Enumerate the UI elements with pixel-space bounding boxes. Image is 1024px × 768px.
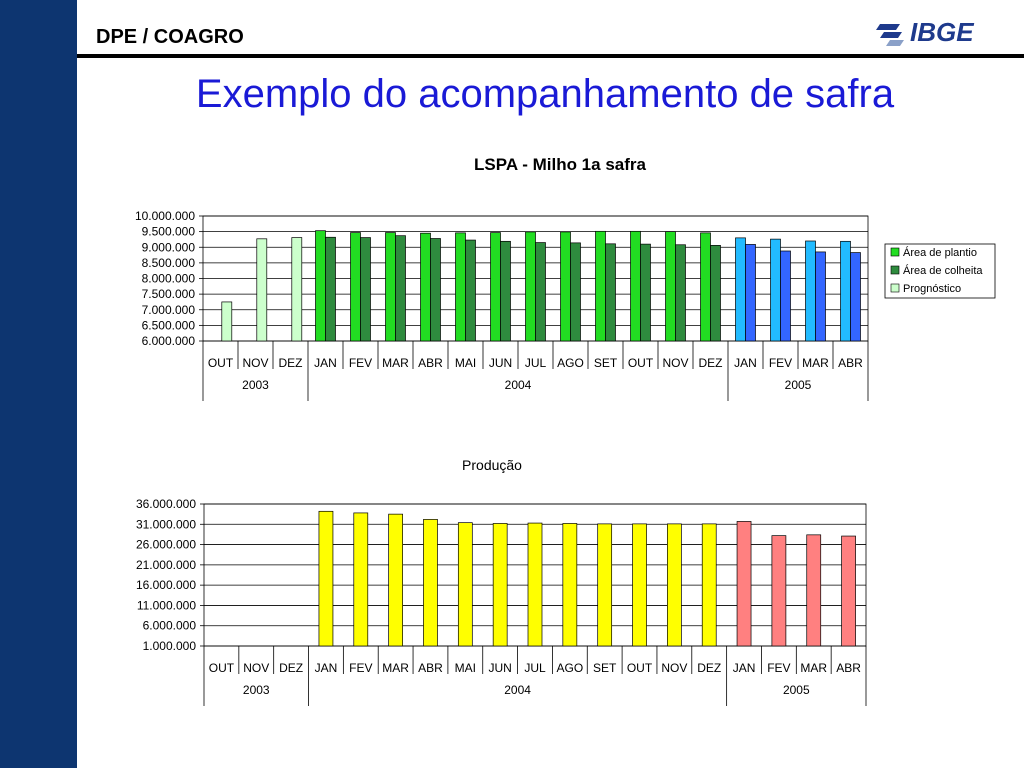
y-tick-label: 16.000.000: [135, 578, 196, 593]
x-tick-label: SET: [593, 661, 617, 675]
x-tick-label: OUT: [208, 661, 235, 675]
year-group-label: 2003: [242, 378, 269, 392]
y-tick-label: 8.000.000: [141, 271, 195, 286]
year-group-label: 2005: [782, 683, 810, 697]
x-tick-label: NOV: [662, 356, 689, 370]
y-tick-label: 7.000.000: [141, 302, 195, 317]
x-tick-label: JUL: [524, 661, 546, 675]
y-tick-label: 7.500.000: [141, 287, 195, 302]
x-tick-label: NOV: [242, 356, 269, 370]
year-group-label: 2005: [784, 378, 812, 392]
x-tick-label: JAN: [314, 356, 337, 370]
x-tick-label: DEZ: [698, 356, 723, 370]
bar-producao: [807, 535, 821, 646]
y-tick-label: 6.500.000: [141, 318, 195, 333]
x-tick-label: FEV: [348, 356, 373, 370]
x-tick-label: OUT: [626, 661, 653, 675]
x-tick-label: ABR: [836, 661, 861, 675]
legend-entry: Prognóstico: [903, 283, 962, 295]
bar-producao: [354, 513, 368, 646]
x-tick-label: MAR: [382, 661, 409, 675]
bar-producao: [772, 536, 786, 646]
bar-producao: [423, 519, 437, 646]
x-tick-label: NOV: [243, 661, 270, 675]
y-tick-label: 1.000.000: [142, 639, 196, 653]
y-tick-label: 11.000.000: [136, 598, 196, 613]
bar-producao: [842, 536, 856, 646]
bar-producao: [528, 523, 542, 646]
x-tick-label: OUT: [207, 356, 234, 370]
y-tick-label: 26.000.000: [135, 537, 196, 552]
y-tick-label: 9.500.000: [141, 224, 195, 239]
legend-entry: Área de plantio: [903, 247, 977, 259]
bar-producao: [598, 524, 612, 646]
chart-title: Produção: [462, 457, 522, 473]
x-tick-label: FEV: [349, 661, 373, 675]
bar-producao: [702, 524, 716, 646]
bar-producao: [667, 524, 681, 646]
y-tick-label: 10.000.000: [134, 209, 195, 223]
x-tick-label: JAN: [314, 661, 338, 675]
logo-text: IBGE: [910, 17, 974, 47]
x-tick-label: MAR: [382, 356, 409, 370]
x-tick-label: ABR: [838, 356, 863, 370]
x-tick-label: SET: [593, 356, 618, 370]
y-tick-label: 21.000.000: [135, 557, 196, 572]
bar-producao: [493, 523, 507, 646]
header-label: DPE / COAGRO: [96, 26, 244, 48]
y-tick-label: 36.000.000: [135, 497, 196, 511]
x-tick-label: AGO: [557, 356, 584, 370]
x-tick-label: JUN: [488, 356, 513, 370]
x-tick-label: MAR: [800, 661, 828, 675]
bar-producao: [633, 524, 647, 646]
y-tick-label: 8.500.000: [141, 255, 195, 270]
year-group-label: 2003: [242, 683, 270, 697]
bar-producao: [389, 514, 403, 646]
year-group-label: 2004: [504, 378, 532, 392]
y-tick-label: 31.000.000: [135, 517, 196, 532]
x-tick-label: AGO: [556, 661, 584, 675]
x-tick-label: FEV: [768, 356, 793, 370]
y-tick-label: 6.000.000: [142, 618, 196, 633]
x-tick-label: NOV: [661, 661, 688, 675]
y-tick-label: 6.000.000: [141, 334, 195, 348]
x-tick-label: MAR: [802, 356, 829, 370]
x-tick-label: DEZ: [279, 661, 304, 675]
x-tick-label: JUL: [524, 356, 547, 370]
x-tick-label: MAI: [454, 661, 476, 675]
x-tick-label: JAN: [734, 356, 757, 370]
y-tick-label: 9.000.000: [141, 240, 195, 255]
bar-producao: [563, 523, 577, 646]
bar-producao: [319, 511, 333, 646]
x-tick-label: ABR: [418, 356, 443, 370]
x-tick-label: JAN: [732, 661, 756, 675]
x-tick-label: ABR: [418, 661, 443, 675]
legend-entry: Área de colheita: [903, 265, 983, 277]
x-tick-label: JUN: [488, 661, 512, 675]
year-group-label: 2004: [504, 683, 531, 697]
x-tick-label: DEZ: [697, 661, 722, 675]
x-tick-label: DEZ: [278, 356, 303, 370]
bar-producao: [737, 521, 751, 646]
slide-title: Exemplo do acompanhamento de safra: [195, 72, 895, 116]
x-tick-label: OUT: [627, 356, 654, 370]
x-tick-label: FEV: [767, 661, 791, 675]
x-tick-label: MAI: [454, 356, 477, 370]
bar-producao: [458, 523, 472, 646]
chart-title: LSPA - Milho 1a safra: [474, 155, 646, 174]
